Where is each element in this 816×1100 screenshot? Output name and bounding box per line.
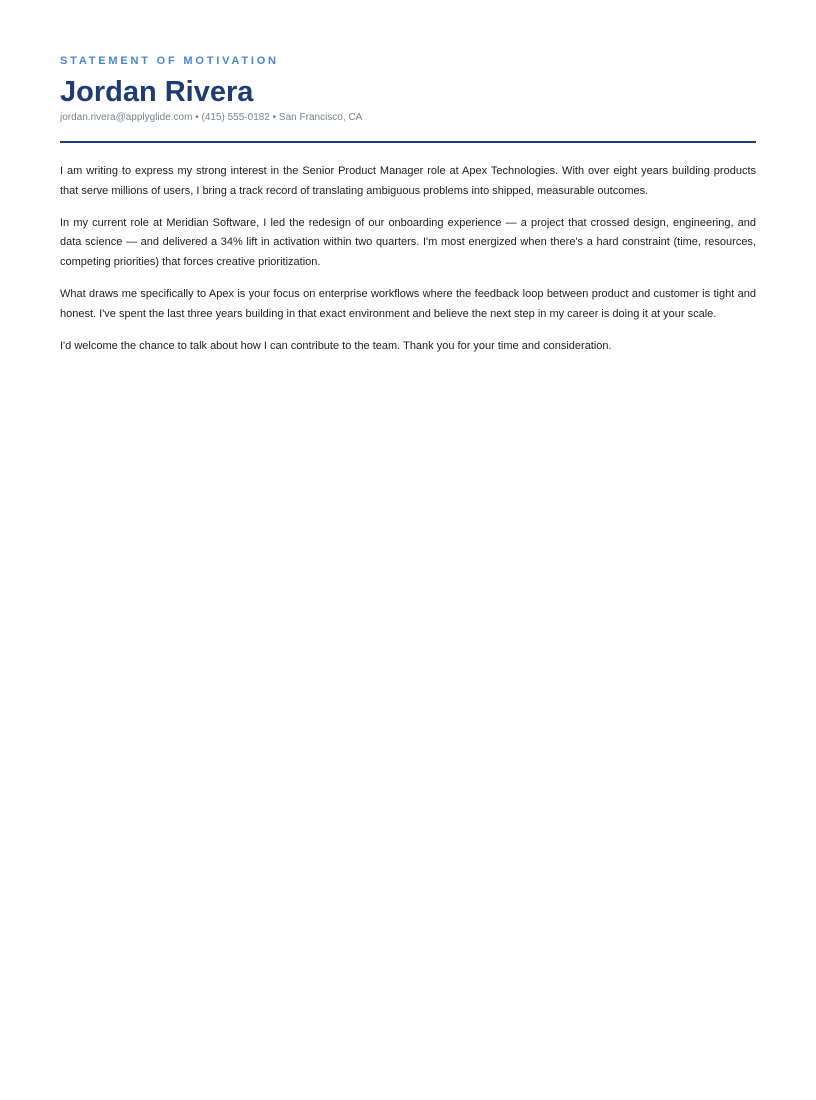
document-kicker: STATEMENT OF MOTIVATION — [60, 55, 279, 67]
applicant-name: Jordan Rivera — [60, 76, 254, 108]
letter-body — [60, 162, 756, 368]
header-divider — [60, 141, 756, 143]
contact-line: jordan.rivera@applyglide.com • (415) 555-0182 • San Francisco, CA — [60, 112, 363, 123]
body-paragraph: I am writing to express my strong interest in the Senior Product Manager role at Apex Technologies. With over eight years building products that serve millions of users, I bring a track record of translating ambiguous problems into shipped, measurable outcomes. — [60, 165, 756, 197]
body-paragraph: I'd welcome the chance to talk about how I can contribute to the team. Thank you for your time and consideration. — [60, 339, 612, 352]
body-paragraph: In my current role at Meridian Software, I led the redesign of our onboarding experience — a project that crossed design, engineering, and data science — and delivered a 34% lift in activation within two quarters. I'm most energized when there's a hard constraint (time, resources, competing priorities) that forces creative prioritization. — [60, 216, 756, 269]
body-paragraph: What draws me specifically to Apex is your focus on enterprise workflows where the feedback loop between product and customer is tight and honest. I've spent the last three years building in that exact environment and believe the next step in my career is doing it at your scale. — [60, 287, 756, 320]
